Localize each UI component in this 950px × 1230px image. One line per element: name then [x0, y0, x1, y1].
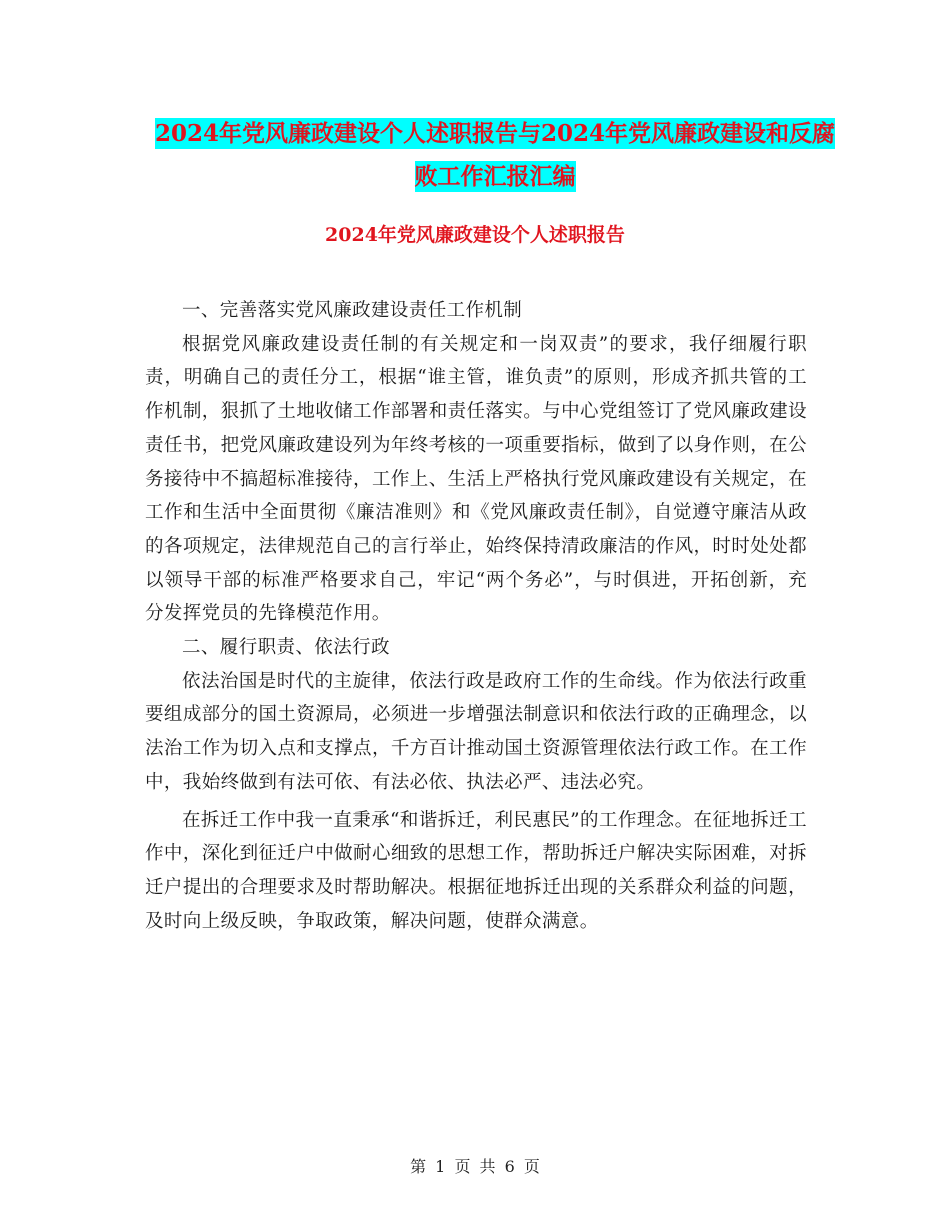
section-title: 2024年党风廉政建设个人述职报告 — [325, 224, 625, 246]
paragraph-3: 在拆迁工作中我一直秉承“和谐拆迁，利民惠民”的工作理念。在征地拆迁工作中，深化到征迁户中做耐心细致的思想工作，帮助拆迁户解决实际困难，对拆迁户提出的合理要求及时帮助解决。根据征地拆迁出现的关系群众利益的问题，及时向上级反映，争取政策，解决问题，使群众满意。 — [145, 809, 807, 932]
document-body — [145, 294, 807, 938]
page-number-footer: 第 1 页 共 6 页 — [410, 1157, 540, 1176]
paragraph-2: 依法治国是时代的主旋律，依法行政是政府工作的生命线。作为依法行政重要组成部分的国土资源局，必须进一步增强法制意识和依法行政的正确理念，以法治工作为切入点和支撑点，千方百计推动国土资源管理依法行政工作。在工作中，我始终做到有法可依、有法必依、执法必严、违法必究。 — [145, 670, 807, 793]
heading-2: 二、履行职责、依法行政 — [182, 637, 390, 659]
paragraph-1: 根据党风廉政建设责任制的有关规定和一岗双责”的要求，我仔细履行职责，明确自己的责任分工，根据“谁主管，谁负责”的原则，形成齐抓共管的工作机制，狠抓了土地收储工作部署和责任落实。与中心党组签订了党风廉政建设责任书，把党风廉政建设列为年终考核的一项重要指标，做到了以身作则，在公务接待中不搞超标准接待，工作上、生活上严格执行党风廉政建设有关规定，在工作和生活中全面贯彻《廉洁准则》和《党风廉政责任制》，自觉遵守廉洁从政的各项规定，法律规范自己的言行举止，始终保持清政廉洁的作风，时时处处都以领导干部的标准严格要求自己，牢记“两个务必”，与时俱进，开拓创新，充分发挥党员的先锋模范作用。 — [145, 333, 807, 625]
document-title — [145, 112, 845, 198]
heading-1: 一、完善落实党风廉政建设责任工作机制 — [182, 300, 523, 321]
document-title-text: 2024年党风廉政建设个人述职报告与2024年党风廉政建设和反腐败工作汇报汇编 — [154, 120, 836, 190]
